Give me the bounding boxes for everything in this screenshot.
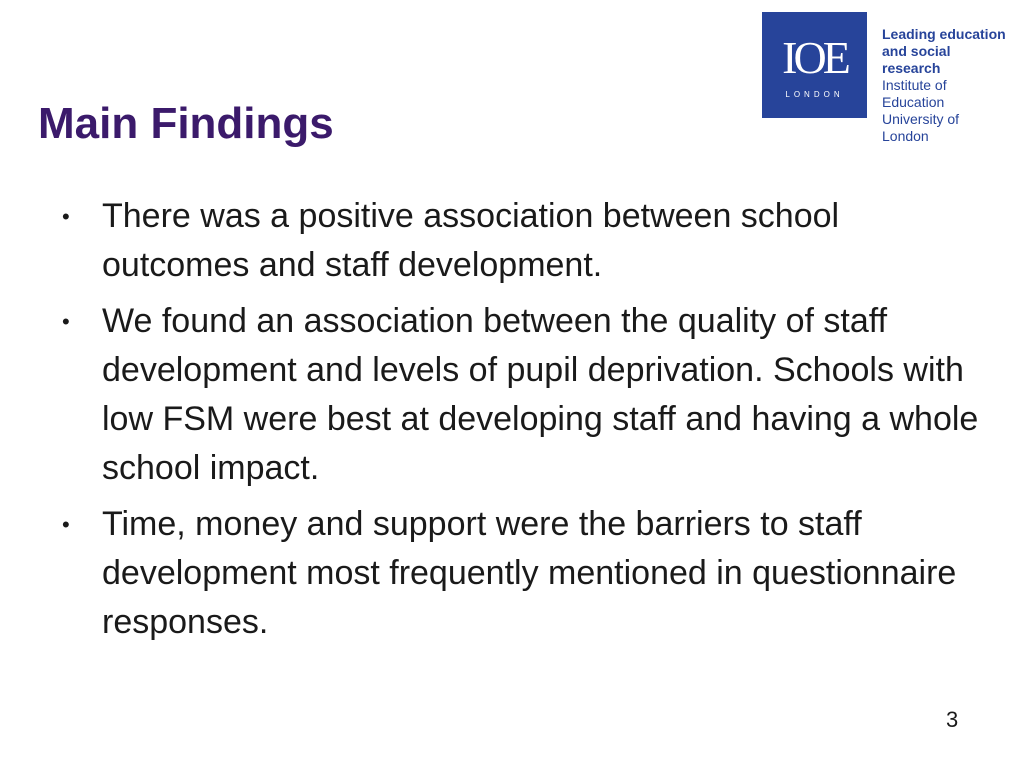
- logo-tagline-line1: Leading education: [882, 26, 1006, 42]
- logo-tagline-line2: and social research: [882, 43, 951, 76]
- bullet-text: Time, money and support were the barriers to staff development most frequently mentioned in questionnaire responses.: [102, 505, 957, 641]
- logo-text: [882, 26, 1008, 145]
- logo-emblem: [762, 12, 867, 118]
- bullet-list: [62, 192, 982, 654]
- logo-institution-line2: University of London: [882, 111, 960, 144]
- bullet-item: [62, 297, 982, 493]
- bullet-icon: •: [62, 512, 70, 537]
- page-number: 3: [946, 707, 959, 732]
- logo-city: LONDON: [785, 90, 844, 99]
- logo-mark: IOE: [782, 32, 847, 83]
- bullet-text: We found an association between the quality of staff development and levels of pupil deprivation. Schools with low FSM were best at developing staff and having a whole school impact.: [102, 302, 979, 487]
- bullet-text: There was a positive association between school outcomes and staff development.: [102, 197, 840, 284]
- ioe-logo: [762, 12, 1008, 144]
- bullet-icon: •: [62, 204, 70, 229]
- slide-title: Main Findings: [38, 99, 334, 148]
- bullet-item: [62, 192, 982, 290]
- bullet-item: [62, 500, 982, 647]
- logo-institution-line1: Institute of Education: [882, 77, 947, 110]
- bullet-icon: •: [62, 309, 70, 334]
